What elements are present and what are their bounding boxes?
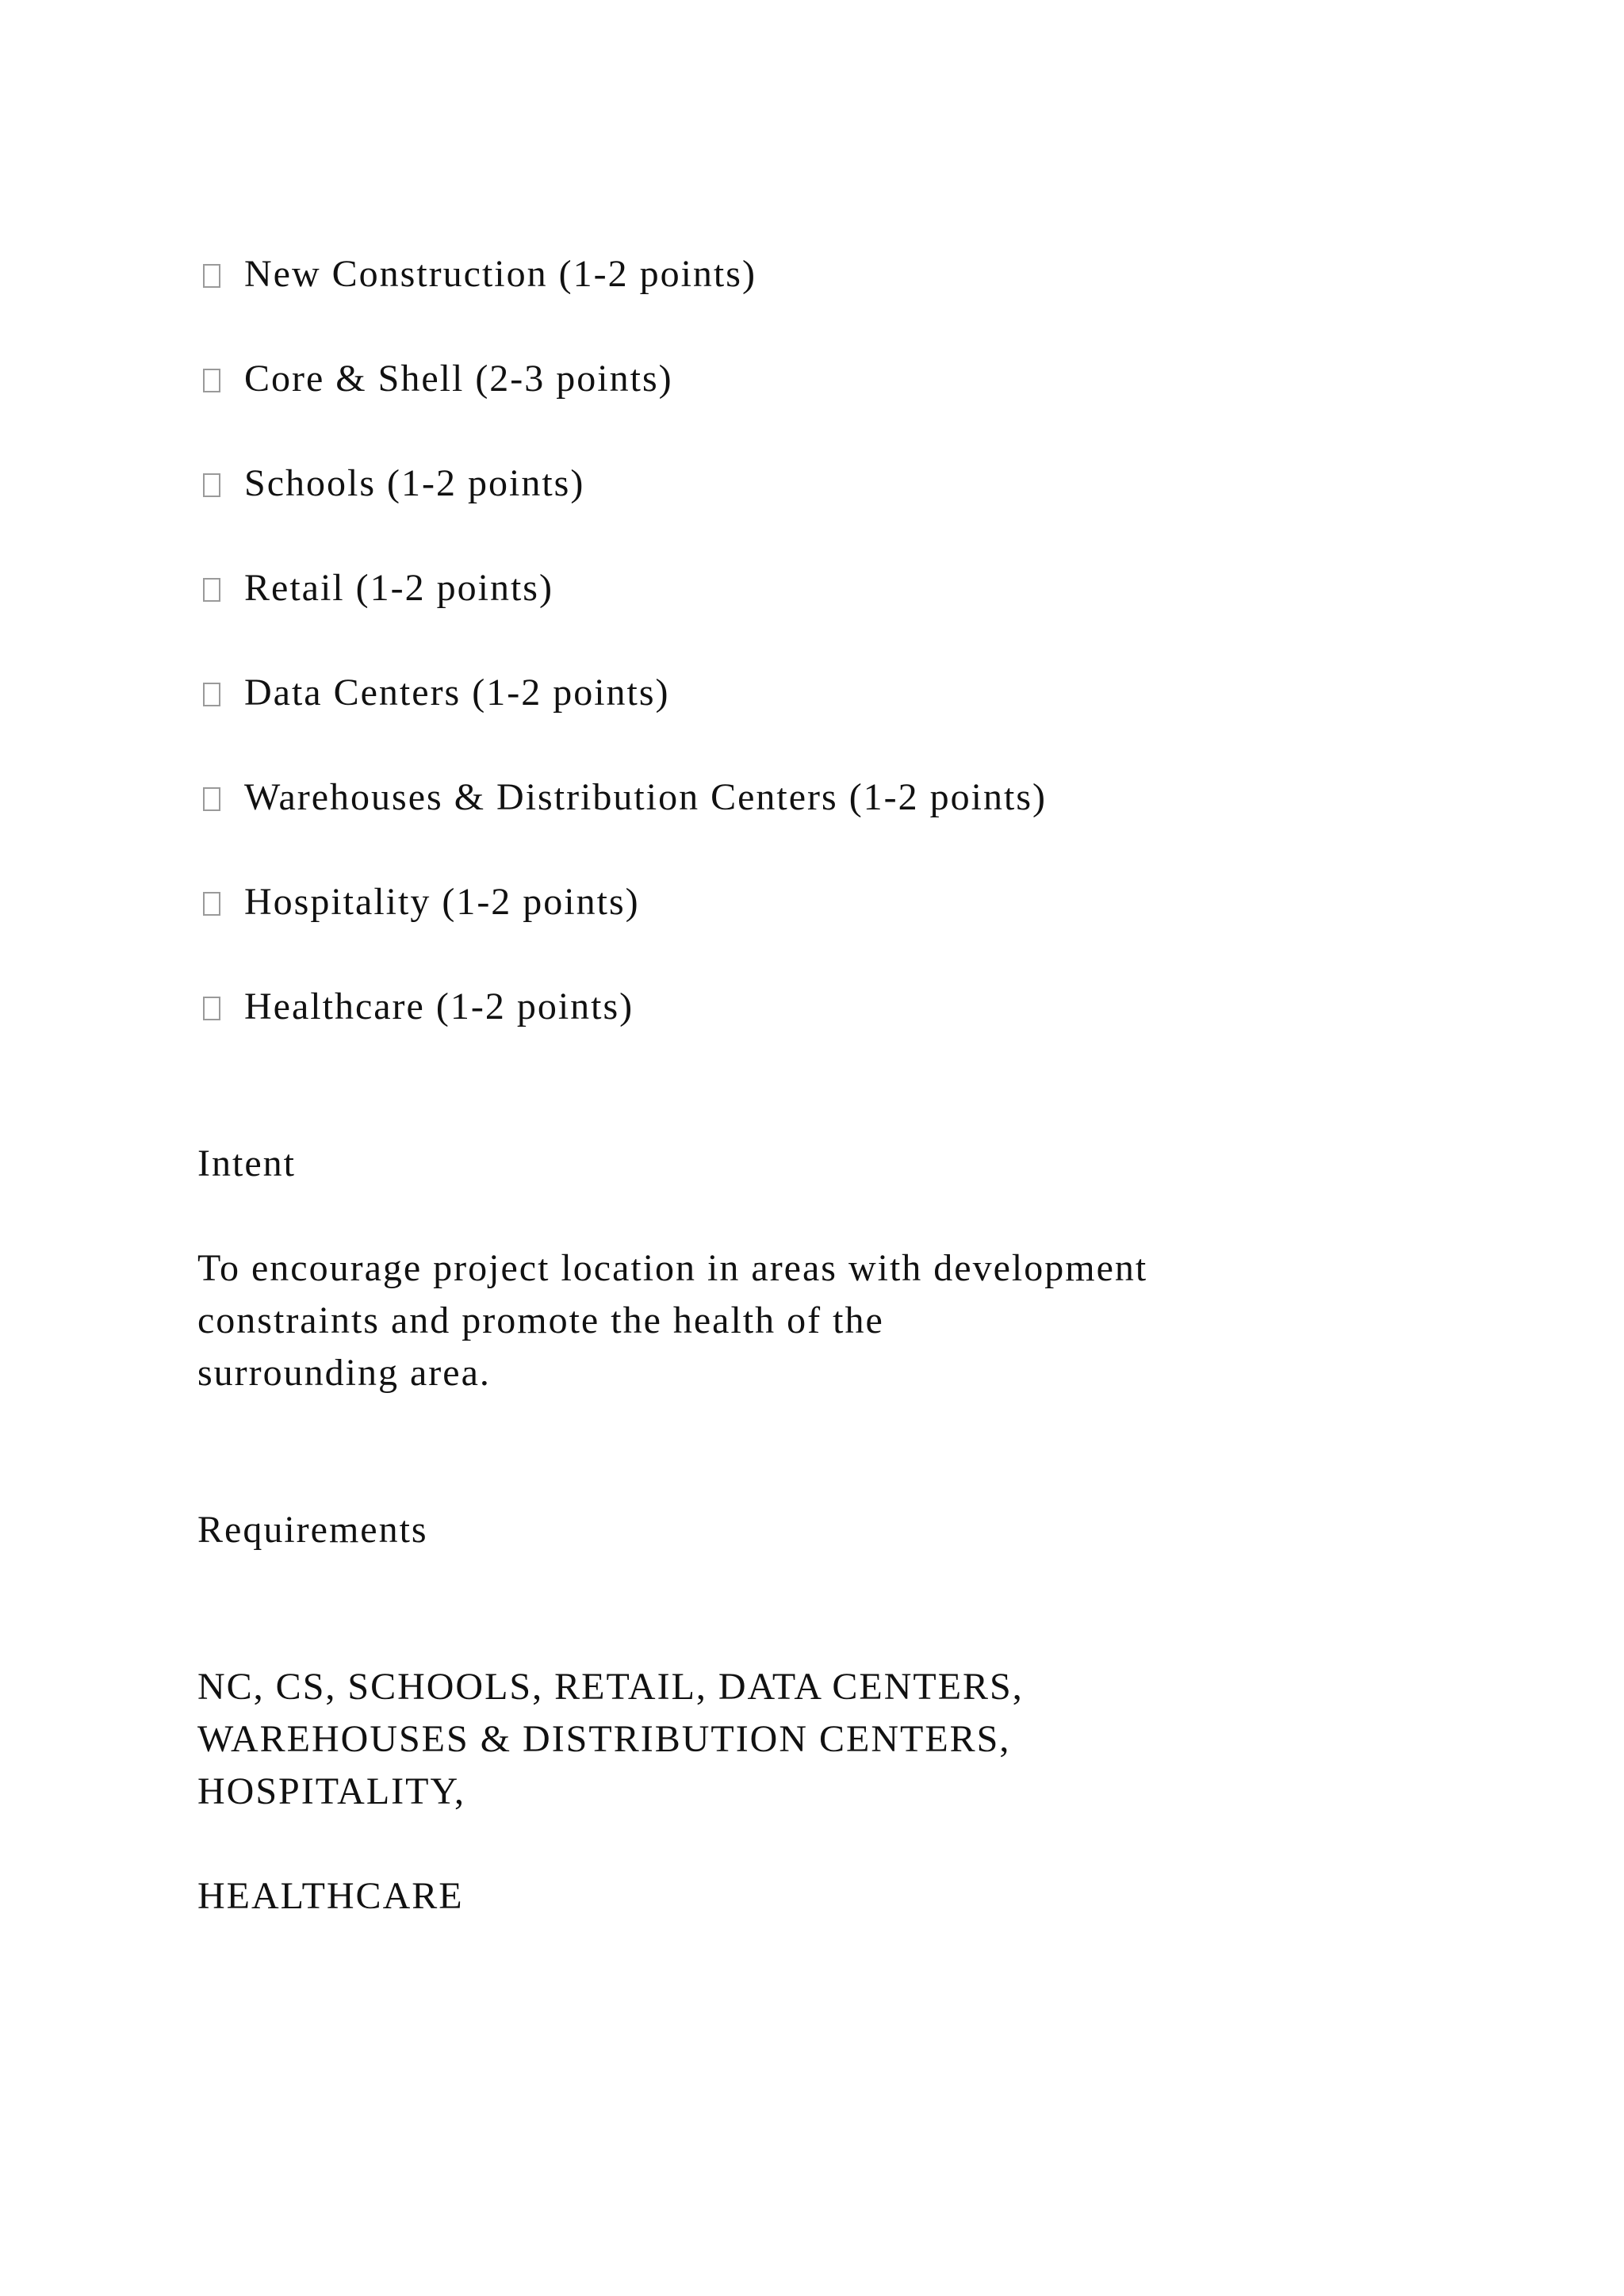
list-item [203,353,673,405]
checkbox-glyph-icon [203,683,220,706]
list-item-label: Hospitality (1-2 points) [244,881,640,923]
checkbox-glyph-icon [203,473,220,497]
checkbox-glyph-icon [203,264,220,288]
intent-paragraph [197,1242,1147,1399]
list-item [203,981,634,1033]
intent-line: surrounding area. [197,1352,491,1394]
intent-line: To encourage project location in areas with development [197,1247,1148,1289]
list-item-label: Warehouses & Distribution Centers (1-2 points) [244,776,1047,818]
requirements-line: NC, CS, SCHOOLS, RETAIL, DATA CENTERS, [197,1666,1024,1708]
list-item-label: Healthcare (1-2 points) [244,985,634,1027]
list-item-label: Data Centers (1-2 points) [244,672,670,714]
list-item-label: Retail (1-2 points) [244,567,553,609]
requirements-heading: Requirements [197,1509,428,1551]
checkbox-glyph-icon [203,892,220,916]
checkbox-glyph-icon [203,578,220,602]
requirements-paragraph [197,1661,1024,1818]
list-item-label: Core & Shell (2-3 points) [244,358,673,400]
intent-line: constraints and promote the health of the [197,1299,884,1341]
list-item [203,248,756,300]
list-item [203,667,670,719]
checkbox-glyph-icon [203,369,220,392]
requirements-last-line: HEALTHCARE [197,1875,464,1917]
list-item-label: New Construction (1-2 points) [244,253,756,295]
list-item [203,876,640,928]
list-item [203,457,584,510]
list-item [203,771,1047,824]
requirements-line: WAREHOUSES & DISTRIBUTION CENTERS, [197,1718,1011,1760]
intent-heading: Intent [197,1142,296,1184]
checkbox-glyph-icon [203,787,220,811]
requirements-line: HOSPITALITY, [197,1770,465,1812]
checkbox-glyph-icon [203,997,220,1020]
list-item-label: Schools (1-2 points) [244,462,585,504]
list-item [203,562,553,614]
